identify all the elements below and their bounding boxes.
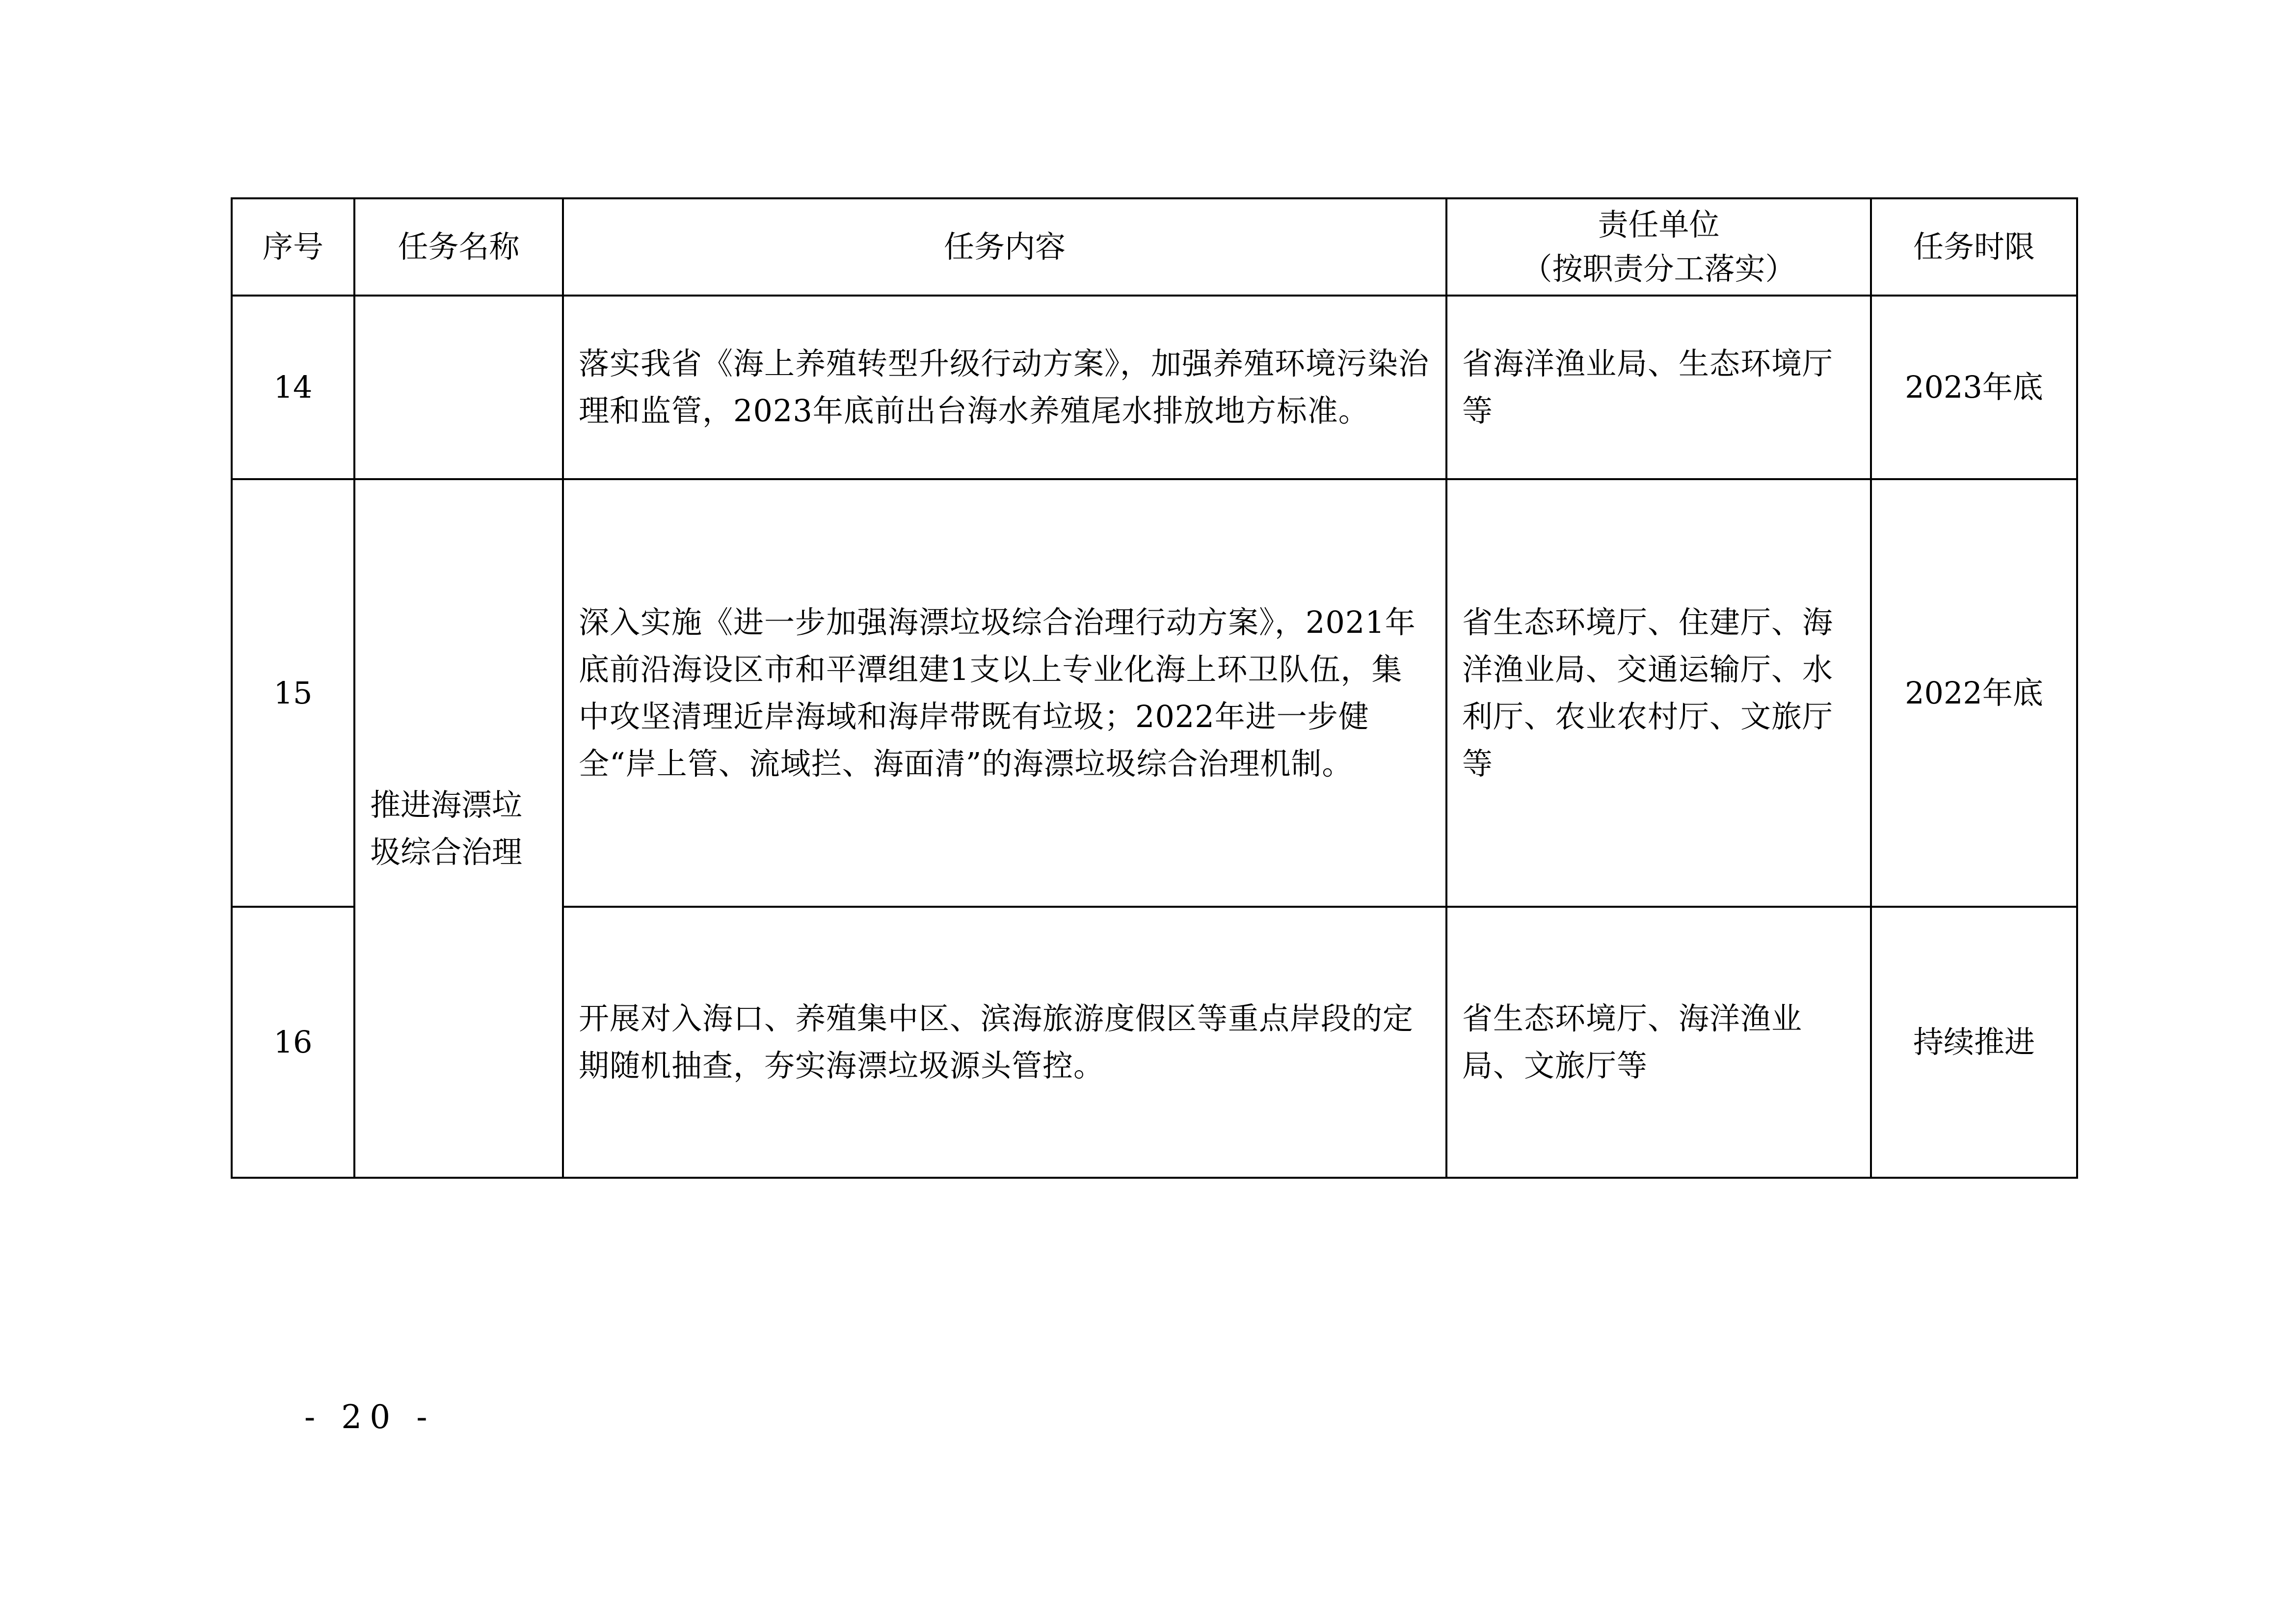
header-responsible-subtitle: （按职责分工落实） (1522, 251, 1796, 287)
row-content: 深入实施《进一步加强海漂垃圾综合治理行动方案》，2021年底前沿海设区市和平潭组建1支以上专业化海上环卫队伍，集中攻坚清理近岸海域和海岸带既有垃圾；2022年进一步健全“岸上管、流域拦、海面清”的海漂垃圾综合治理机制。 (563, 479, 1446, 907)
row-responsible: 省生态环境厅、海洋渔业局、文旅厅等 (1446, 907, 1871, 1178)
header-responsible-title: 责任单位 (1598, 207, 1720, 243)
row-content: 开展对入海口、养殖集中区、滨海旅游度假区等重点岸段的定期随机抽查，夯实海漂垃圾源头管控。 (563, 907, 1446, 1178)
row-index: 16 (232, 907, 354, 1178)
table-row (232, 296, 2077, 479)
header-deadline: 任务时限 (1871, 198, 2077, 296)
header-content: 任务内容 (563, 198, 1446, 296)
task-table (231, 197, 2078, 1179)
row-content: 落实我省《海上养殖转型升级行动方案》，加强养殖环境污染治理和监管，2023年底前出台海水养殖尾水排放地方标准。 (563, 296, 1446, 479)
row-deadline: 持续推进 (1871, 907, 2077, 1178)
page-number: - 20 - (304, 1398, 435, 1436)
table-row (232, 479, 2077, 907)
header-responsible (1446, 198, 1871, 296)
row-index: 15 (232, 479, 354, 907)
row-responsible: 省生态环境厅、住建厅、海洋渔业局、交通运输厅、水利厅、农业农村厅、文旅厅等 (1446, 479, 1871, 907)
header-index: 序号 (232, 198, 354, 296)
row-index: 14 (232, 296, 354, 479)
header-task-name: 任务名称 (354, 198, 563, 296)
row-task-name: 推进海漂垃圾综合治理 (354, 479, 563, 1178)
row-responsible: 省海洋渔业局、生态环境厅等 (1446, 296, 1871, 479)
row-deadline: 2023年底 (1871, 296, 2077, 479)
row-deadline: 2022年底 (1871, 479, 2077, 907)
table-header-row (232, 198, 2077, 296)
row-task-name (354, 296, 563, 479)
